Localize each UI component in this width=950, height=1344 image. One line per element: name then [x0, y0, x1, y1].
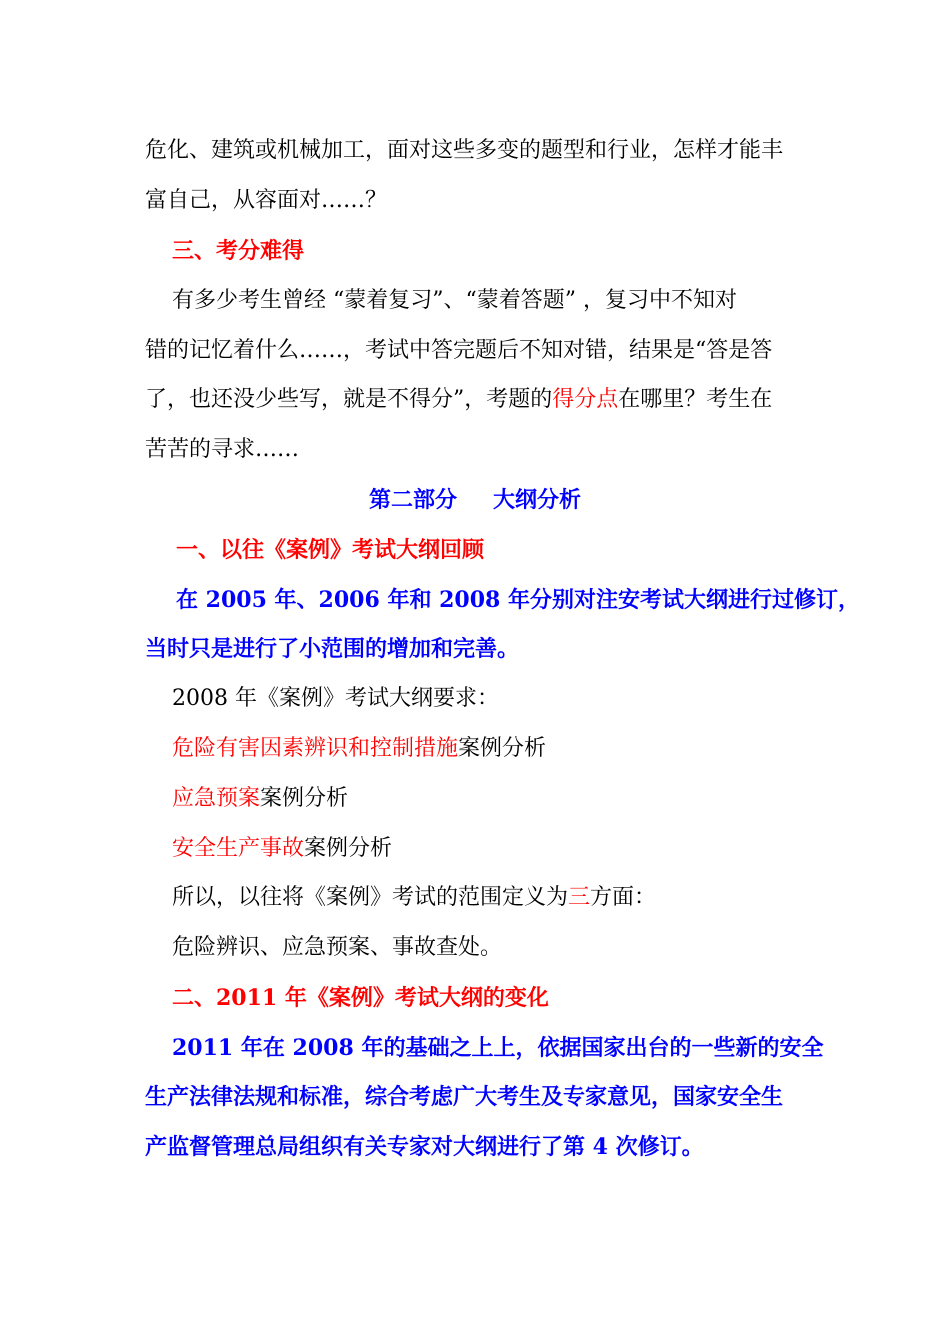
- part-name: 大纲分析: [493, 487, 582, 513]
- history-line-2: 当时只是进行了小范围的增加和完善。: [145, 636, 520, 662]
- requirement-rest: 案例分析: [260, 786, 349, 811]
- requirement-rest: 案例分析: [458, 736, 547, 761]
- scoring-line-3-pre: 了，也还没少些写，就是不得分”，考题的: [145, 387, 553, 412]
- changes-line-3: 产监督管理总局组织有关专家对大纲进行了第 4 次修订。: [145, 1134, 704, 1160]
- requirement-highlight: 危险有害因素辨识和控制措施: [172, 736, 459, 761]
- scoring-point-highlight: 得分点: [552, 387, 619, 412]
- requirement-highlight: 应急预案: [172, 786, 261, 811]
- intro-line-2: 富自己，从容面对……？: [145, 188, 388, 213]
- scoring-line-4: 苦苦的寻求……: [145, 437, 300, 462]
- requirement-highlight: 安全生产事故: [172, 836, 305, 861]
- requirement-rest: 案例分析: [304, 836, 393, 861]
- requirement-item: [172, 784, 832, 814]
- scoring-line-3: [145, 385, 805, 415]
- changes-line-2: 生产法律法规和标准，综合考虑广大考生及专家意见，国家安全生: [145, 1084, 784, 1110]
- history-line-1: 在 2005 年、2006 年和 2008 年分别对注安考试大纲进行过修订，: [176, 587, 860, 613]
- scope-line-pre: 所以，以往将《案例》考试的范围定义为: [172, 885, 569, 910]
- requirements-intro: 2008 年《案例》考试大纲要求：: [172, 686, 499, 711]
- heading-history: 一、以往《案例》考试大纲回顾: [176, 537, 485, 563]
- scoring-line-3-post: 在哪里？考生在: [618, 387, 773, 412]
- scope-line-post: 方面：: [590, 885, 657, 910]
- scope-count-highlight: 三: [568, 885, 591, 910]
- scoring-line-2: 错的记忆着什么……，考试中答完题后不知对错，结果是“答是答: [145, 338, 773, 363]
- scope-list: 危险辨识、应急预案、事故查处。: [172, 935, 503, 960]
- scoring-line-1: 有多少考生曾经 “蒙着复习”、“蒙着答题” ，复习中不知对: [172, 288, 737, 313]
- part-number: 第二部分: [368, 487, 457, 513]
- requirement-item: [172, 734, 832, 764]
- requirement-item: [172, 834, 832, 864]
- part-title: [0, 485, 950, 515]
- changes-line-1: 2011 年在 2008 年的基础之上上，依据国家出台的一些新的安全: [172, 1035, 824, 1061]
- intro-line-1: 危化、建筑或机械加工，面对这些多变的题型和行业，怎样才能丰: [145, 138, 784, 163]
- heading-scoring-difficulty: 三、考分难得: [172, 238, 305, 264]
- heading-2011-changes: 二、2011 年《案例》考试大纲的变化: [172, 985, 549, 1011]
- scope-line: [172, 883, 832, 913]
